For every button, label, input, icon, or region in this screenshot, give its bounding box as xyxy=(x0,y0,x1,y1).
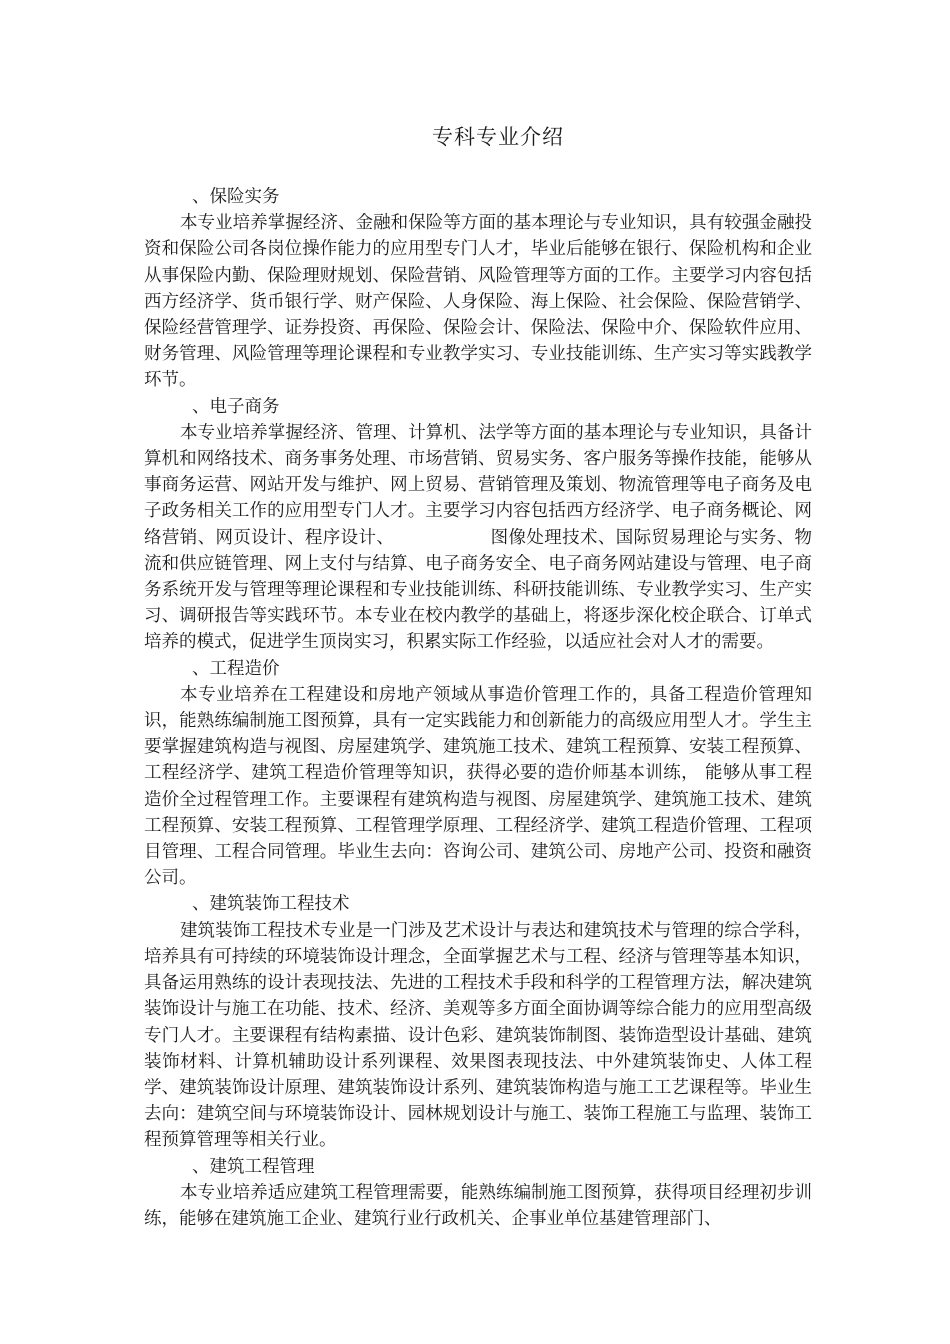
document-title: 专科专业介绍 xyxy=(432,125,564,149)
section-body-insurance: 本专业培养掌握经济、金融和保险等方面的基本理论与专业知识，具有较强金融投资和保险公司各岗位操作能力的应用型专门人才，毕业后能够在银行、保险机构和企业从事保险内勤、保险理财规划、保险营销、风险管理等方面的工作。主要学习内容包括西方经济学、货币银行学、财产保险、人身保险、海上保险、社会保险、保险营销学、保险经营管理学、证券投资、再保险、保险会计、保险法、保险中介、保险软件应用、财务管理、风险管理等理论课程和专业教学实习、专业技能训练、生产实习等实践教学环节。 xyxy=(144,213,812,391)
ecommerce-body-part-2: 图像处理技术、国际贸易理论与实务、物流和供应链管理、网上支付与结算、电子商务安全、电子商务网站建设与管理、电子商务系统开发与管理等理论课程和专业技能训练、科研技能训练、专业教学实习、生产实习、调研报告等实践环节。本专业在校内教学的基础上，将逐步深化校企联合、订单式培养的模式，促进学生顶岗实习，积累实际工作经验，以适应社会对人才的需要。 xyxy=(144,527,812,653)
section-heading-decoration: 、建筑装饰工程技术 xyxy=(192,894,350,915)
section-body-cost-engineering: 本专业培养在工程建设和房地产领域从事造价管理工作的，具备工程造价管理知识，能熟练编制施工图预算，具有一定实践能力和创新能力的高级应用型人才。学生主要掌握建筑构造与视图、房屋建筑学、建筑施工技术、建筑工程预算、安装工程预算、工程经济学、建筑工程造价管理等知识，获得必要的造价师基本训练， 能够从事工程造价全过程管理工作。主要课程有建筑构造与视图、房屋建筑学、建筑施工技术、建筑工程预算、安装工程预算、工程管理学原理、工程经济学、建筑工程造价管理、工程项目管理、工程合同管理。毕业生去向：咨询公司、建筑公司、房地产公司、投资和融资公司。 xyxy=(144,684,812,889)
section-body-ecommerce xyxy=(144,420,812,656)
section-body-decoration: 建筑装饰工程技术专业是一门涉及艺术设计与表达和建筑技术与管理的综合学科，培养具有可持续的环境装饰设计理念，全面掌握艺术与工程、经济与管理等基本知识，具备运用熟练的设计表现技法、先进的工程技术手段和科学的工程管理方法，解决建筑装饰设计与施工在功能、技术、经济、美观等多方面全面协调等综合能力的应用型高级专门人才。主要课程有结构素描、设计色彩、建筑装饰制图、装饰造型设计基础、建筑装饰材料、计算机辅助设计系列课程、效果图表现技法、中外建筑装饰史、人体工程学、建筑装饰设计原理、建筑装饰设计系列、建筑装饰构造与施工工艺课程等。毕业生去向：建筑空间与环境装饰设计、园林规划设计与施工、装饰工程施工与监理、装饰工程预算管理等相关行业。 xyxy=(144,920,812,1151)
section-heading-construction-management: 、建筑工程管理 xyxy=(192,1156,315,1177)
section-body-construction-management: 本专业培养适应建筑工程管理需要，能熟练编制施工图预算，获得项目经理初步训练，能够在建筑施工企业、建筑行业行政机关、企事业单位基建管理部门、 xyxy=(144,1182,812,1229)
section-heading-insurance: 、保险实务 xyxy=(192,187,280,207)
ecommerce-body-part-1: 本专业培养掌握经济、管理、计算机、法学等方面的基本理论与专业知识，具备计算机和网络技术、商务事务处理、市场营销、贸易实务、客户服务等操作技能，能够从事商务运营、网站开发与维护、网上贸易、营销管理及策划、物流管理等电子商务及电子政务相关工作的应用型专门人才。主要学习内容包括西方经济学、电子商务概论、网络营销、网页设计、程序设计、 xyxy=(144,422,812,548)
section-heading-cost-engineering: 、工程造价 xyxy=(192,658,280,679)
document-body xyxy=(144,184,812,1232)
section-heading-ecommerce: 、电子商务 xyxy=(192,396,280,417)
